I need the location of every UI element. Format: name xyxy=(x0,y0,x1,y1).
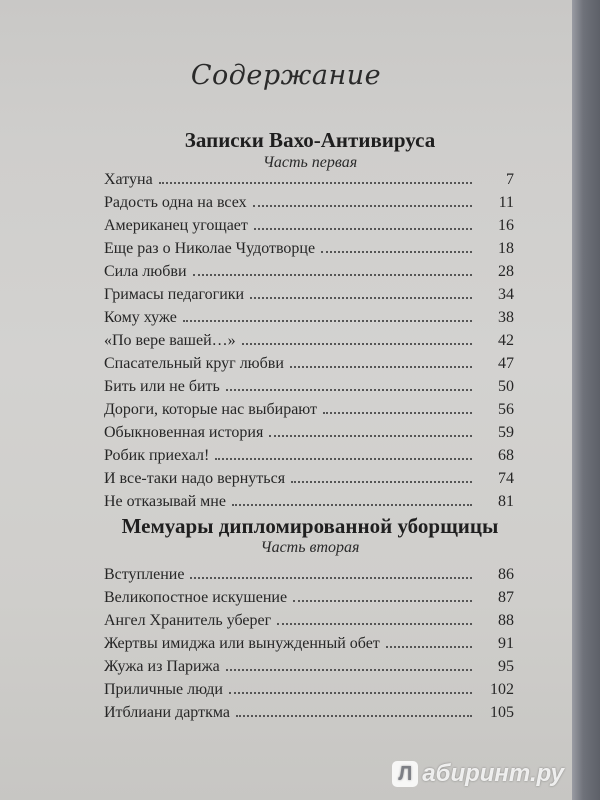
toc-entry xyxy=(104,703,514,725)
toc-entry-title: Жужа из Парижа xyxy=(104,658,220,675)
toc-entry-page: 81 xyxy=(498,493,514,510)
toc-entry-page: 105 xyxy=(490,704,514,721)
toc-entry xyxy=(104,446,514,468)
toc-entry-title: Робик приехал! xyxy=(104,447,210,464)
toc-entry xyxy=(104,469,514,491)
toc-leader-dots xyxy=(269,423,472,437)
toc-entry-title: Вступление xyxy=(104,566,185,583)
toc-entry xyxy=(104,680,514,702)
labirint-logo-icon: Л xyxy=(392,761,418,787)
toc-entry xyxy=(104,588,514,610)
toc-entry xyxy=(104,193,514,215)
watermark-text: абиринт.ру xyxy=(422,760,564,787)
toc-entry xyxy=(104,657,514,679)
toc-leader-dots xyxy=(183,308,472,322)
toc-leader-dots xyxy=(193,262,472,276)
toc-leader-dots xyxy=(226,377,472,391)
toc-entry-title: Итблиани дарткма xyxy=(104,704,230,721)
toc-entry-page: 91 xyxy=(498,635,514,652)
toc-entry-title: Кому хуже xyxy=(104,309,177,326)
toc-entry-title: Радость одна на всех xyxy=(104,194,247,211)
toc-leader-dots xyxy=(226,657,472,671)
toc-entry-title: Великопостное искушение xyxy=(104,589,288,606)
toc-leader-dots xyxy=(215,446,472,460)
toc-leader-dots xyxy=(253,193,472,207)
toc-entry xyxy=(104,262,514,284)
toc-entry-title: Бить или не бить xyxy=(104,378,220,395)
toc-leader-dots xyxy=(229,680,472,694)
toc-leader-dots xyxy=(291,469,472,483)
toc-entry-page: 59 xyxy=(498,424,514,441)
labirint-watermark xyxy=(392,760,564,788)
toc-entry-title: Еще раз о Николае Чудотворце xyxy=(104,240,316,257)
toc-entry xyxy=(104,285,514,307)
toc-entry-page: 18 xyxy=(498,240,514,257)
toc-entry-page: 50 xyxy=(498,378,514,395)
toc-entry-title: Сила любви xyxy=(104,263,187,280)
toc-entry-page: 16 xyxy=(498,217,514,234)
section-title-part-one: Записки Вахо-Антивируса xyxy=(184,128,436,152)
toc-entry xyxy=(104,170,514,192)
section-title-part-two: Мемуары дипломированной уборщицы xyxy=(121,514,499,538)
toc-entry xyxy=(104,565,514,587)
toc-entry-page: 102 xyxy=(490,681,514,698)
toc-entry-title: Ангел Хранитель уберег xyxy=(104,612,272,629)
toc-leader-dots xyxy=(242,331,472,345)
toc-leader-dots xyxy=(293,588,472,602)
toc-leader-dots xyxy=(159,170,472,184)
toc-entry xyxy=(104,423,514,445)
toc-entry-page: 7 xyxy=(506,171,514,188)
toc-entry-title: «По вере вашей…» xyxy=(104,332,236,349)
toc-entry xyxy=(104,331,514,353)
toc-entry-title: Хатуна xyxy=(104,171,153,188)
toc-entry xyxy=(104,611,514,633)
toc-entry-page: 88 xyxy=(498,612,514,629)
toc-leader-dots xyxy=(386,634,472,648)
toc-entry xyxy=(104,400,514,422)
toc-entry-title: Жертвы имиджа или вынужденный обет xyxy=(104,635,380,652)
toc-entry xyxy=(104,308,514,330)
toc-entry-page: 74 xyxy=(498,470,514,487)
toc-entry xyxy=(104,377,514,399)
toc-leader-dots xyxy=(321,239,472,253)
toc-entry-page: 34 xyxy=(498,286,514,303)
toc-leader-dots xyxy=(236,703,472,717)
toc-entry-title: Американец угощает xyxy=(104,217,248,234)
section-subtitle-part-two: Часть вторая xyxy=(260,539,360,556)
toc-entry-title: Приличные люди xyxy=(104,681,223,698)
toc-entry-title: Гримасы педагогики xyxy=(104,286,245,303)
toc-leader-dots xyxy=(277,611,472,625)
toc-leader-dots xyxy=(232,492,472,506)
section-subtitle-part-one: Часть первая xyxy=(262,154,358,171)
toc-entry-page: 56 xyxy=(498,401,514,418)
toc-entry-title: И все-таки надо вернуться xyxy=(104,470,286,487)
toc-entry-title: Спасательный круг любви xyxy=(104,355,284,372)
toc-leader-dots xyxy=(190,565,472,579)
toc-leader-dots xyxy=(290,354,472,368)
toc-entry xyxy=(104,634,514,656)
toc-entry-page: 68 xyxy=(498,447,514,464)
toc-entry-page: 38 xyxy=(498,309,514,326)
contents-heading: Содержание xyxy=(190,60,382,91)
toc-entry xyxy=(104,216,514,238)
toc-entry-title: Дороги, которые нас выбирают xyxy=(104,401,318,418)
toc-entry-page: 11 xyxy=(498,194,514,211)
toc-entry-page: 42 xyxy=(498,332,514,349)
toc-entry xyxy=(104,354,514,376)
toc-entry-page: 95 xyxy=(498,658,514,675)
toc-entry-page: 47 xyxy=(498,355,514,372)
toc-entry-page: 28 xyxy=(498,263,514,280)
toc-leader-dots xyxy=(250,285,472,299)
toc-entry xyxy=(104,239,514,261)
toc-entry-page: 86 xyxy=(498,566,514,583)
book-cover-edge xyxy=(572,0,600,800)
toc-entry-title: Обыкновенная история xyxy=(104,424,264,441)
toc-entry-title: Не отказывай мне xyxy=(104,493,226,510)
toc-entry-page: 87 xyxy=(498,589,514,606)
toc-leader-dots xyxy=(254,216,472,230)
toc-leader-dots xyxy=(323,400,472,414)
toc-entry xyxy=(104,492,514,514)
